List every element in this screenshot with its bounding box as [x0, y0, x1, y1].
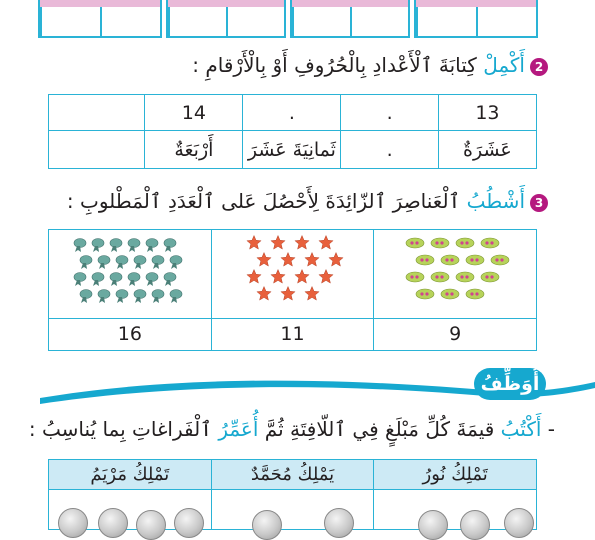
- exercise-4-dash: -: [547, 417, 555, 441]
- star-icon: [257, 287, 271, 301]
- bean-icon: [481, 272, 499, 282]
- coin-icon: [98, 508, 128, 538]
- fish-icon: [98, 256, 110, 270]
- fish-icon: [134, 256, 146, 270]
- header-mohamed: يَمْلِكُ مُحَمَّدٌ: [211, 460, 374, 490]
- bean-icon: [416, 255, 434, 265]
- coin-icon: [324, 508, 354, 538]
- fish-icon: [80, 256, 92, 270]
- fish-icon: [110, 273, 122, 287]
- bean-group: [395, 233, 515, 309]
- exercise-3-heading: [67, 189, 525, 213]
- exercise-4-heading: [29, 417, 555, 441]
- cell-number: 13: [438, 95, 536, 131]
- cell-word: ثَمانِيَةَ عَشَرَ: [243, 131, 341, 169]
- bean-icon: [456, 238, 474, 248]
- header-nour: تَمْلِكُ نُورُ: [374, 460, 537, 490]
- bean-icon: [406, 238, 424, 248]
- fish-icon: [116, 256, 128, 270]
- numbers-table: [48, 94, 537, 169]
- star-icon: [281, 253, 295, 267]
- cell-number: .: [341, 95, 438, 131]
- coin-icon: [504, 508, 534, 538]
- fish-icon: [92, 273, 104, 287]
- star-icon: [247, 236, 261, 250]
- fish-icon: [170, 256, 182, 270]
- cell-word: أَرْبَعَةٌ: [145, 131, 243, 169]
- cell-number: .: [243, 95, 341, 131]
- bean-icon: [416, 289, 434, 299]
- star-group: [232, 233, 352, 309]
- star-icon: [271, 270, 285, 284]
- top-table-far-right: [414, 0, 538, 38]
- top-table-left: [38, 0, 162, 38]
- bean-icon: [491, 255, 509, 265]
- star-icon: [319, 236, 333, 250]
- exercise-2-number: 2: [530, 58, 548, 76]
- star-icon: [295, 236, 309, 250]
- fish-icon: [80, 290, 92, 304]
- exercise-3-instruction: ٱلْعَناصِرَ ٱلزّائِدَةَ لِأَحْصُلَ عَلى ٱلْعَدَدِ ٱلْمَطْلوبِ :: [66, 189, 461, 213]
- fish-icon: [164, 273, 176, 287]
- fish-icon: [146, 239, 158, 253]
- star-icon: [305, 253, 319, 267]
- fish-icon: [110, 239, 122, 253]
- target-number: 9: [374, 318, 537, 350]
- bean-icon: [466, 255, 484, 265]
- target-number: 16: [49, 318, 212, 350]
- fish-icon: [74, 239, 86, 253]
- star-icon: [305, 287, 319, 301]
- coin-icon: [252, 510, 282, 540]
- cell-number: 14: [145, 95, 243, 131]
- header-maryam: تَمْلِكُ مَرْيَمُ: [49, 460, 212, 490]
- fish-icon: [152, 290, 164, 304]
- bean-icon: [481, 238, 499, 248]
- star-icon: [319, 270, 333, 284]
- fish-icon: [128, 273, 140, 287]
- star-icon: [281, 287, 295, 301]
- fish-icon: [98, 290, 110, 304]
- star-icon: [257, 253, 271, 267]
- cell-word: .: [341, 131, 438, 169]
- bean-icon: [431, 238, 449, 248]
- cross-out-table: [48, 229, 537, 351]
- fish-icon: [74, 273, 86, 287]
- star-icon: [247, 270, 261, 284]
- exercise-3-number: 3: [530, 194, 548, 212]
- coin-icon: [418, 510, 448, 540]
- coin-icon: [58, 508, 88, 538]
- fish-group: [70, 233, 190, 309]
- fish-icon: [116, 290, 128, 304]
- exercise-4-part1: قيمَةَ كُلِّ مَبْلَغٍ فِي ٱللّافِتَةِ ثُمَّ: [264, 417, 495, 441]
- target-number: 11: [211, 318, 374, 350]
- fish-icon: [128, 239, 140, 253]
- section-title: أُوَظِّفُ: [480, 373, 540, 395]
- section-title-badge: [474, 368, 546, 400]
- exercise-4-verb: أَكْتُبُ: [500, 417, 542, 441]
- bean-icon: [456, 272, 474, 282]
- exercise-4-part2: ٱلْفَراغاتِ بِما يُناسِبُ :: [28, 417, 212, 441]
- coin-icon: [136, 510, 166, 540]
- fish-icon: [170, 290, 182, 304]
- star-icon: [329, 253, 343, 267]
- fish-cell: [49, 230, 212, 319]
- fish-icon: [92, 239, 104, 253]
- star-icon: [271, 236, 285, 250]
- exercise-2-instruction: كِتابَةَ ٱلْأَعْدادِ بِالْحُرُوفِ أَوْ بِالْأَرْقامِ :: [192, 53, 477, 77]
- exercise-3-verb: أَشْطُبُ: [466, 189, 525, 213]
- star-cell: [211, 230, 374, 319]
- top-table-right: [290, 0, 410, 38]
- bean-icon: [466, 289, 484, 299]
- top-table-mid: [166, 0, 286, 38]
- exercise-2-heading: [192, 53, 525, 77]
- cell-number: [49, 95, 145, 131]
- star-icon: [295, 270, 309, 284]
- fish-icon: [146, 273, 158, 287]
- bean-icon: [441, 255, 459, 265]
- bean-icon: [406, 272, 424, 282]
- fish-icon: [134, 290, 146, 304]
- bean-icon: [441, 289, 459, 299]
- fish-icon: [164, 239, 176, 253]
- bean-cell: [374, 230, 537, 319]
- exercise-2-verb: أَكْمِلْ: [483, 53, 525, 77]
- fish-icon: [152, 256, 164, 270]
- coin-icon: [460, 510, 490, 540]
- cell-word: عَشَرَةٌ: [438, 131, 536, 169]
- exercise-4-verb2: أُعَمِّرُ: [218, 417, 259, 441]
- coin-icon: [174, 508, 204, 538]
- bean-icon: [431, 272, 449, 282]
- cell-word: [49, 131, 145, 169]
